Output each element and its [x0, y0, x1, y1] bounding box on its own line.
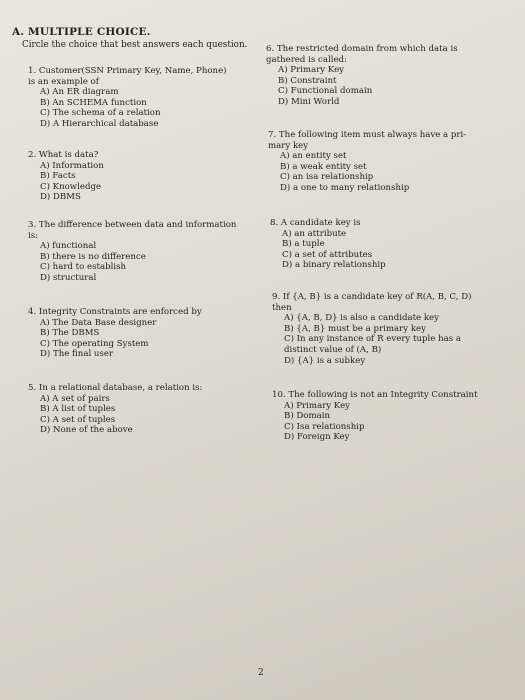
- question-stem: 2. What is data?: [28, 150, 99, 160]
- section-title: A. MULTIPLE CHOICE.: [12, 26, 151, 38]
- option-a: A) an attribute: [282, 228, 347, 239]
- option-a: A) functional: [40, 241, 97, 252]
- section-header: [12, 26, 247, 50]
- question-stem: 3. The difference between data and information is:: [28, 220, 237, 241]
- question-stem: 9. If {A, B} is a candidate key of R(A, B, C, D) then: [272, 292, 472, 313]
- question-4: [28, 307, 202, 360]
- option-d: D) structural: [40, 272, 97, 283]
- option-b: B) there is no difference: [40, 251, 146, 262]
- question-stem: 7. The following item must always have a pri- mary key: [268, 130, 467, 151]
- option-c: C) a set of attributes: [282, 249, 373, 260]
- option-c: C) Functional domain: [278, 86, 373, 97]
- option-a: A) an entity set: [280, 151, 347, 162]
- option-d: D) {A} is a subkey: [284, 355, 366, 366]
- option-c: C) hard to establish: [40, 262, 127, 273]
- option-a: A) Information: [40, 160, 104, 171]
- question-stem: 1. Customer(SSN Primary Key, Name, Phone) is an example of: [28, 66, 227, 87]
- option-d: D) Foreign Key: [284, 432, 350, 443]
- question-6: [266, 44, 458, 108]
- option-c: C) The schema of a relation: [40, 108, 161, 119]
- option-d: D) DBMS: [40, 192, 81, 203]
- question-stem: 4. Integrity Constraints are enforced by: [28, 307, 202, 317]
- question-stem: 10. The following is not an Integrity Constraint: [272, 390, 478, 400]
- option-c: C) an isa relationship: [280, 172, 374, 183]
- question-stem: 5. In a relational database, a relation is:: [28, 383, 203, 393]
- question-5: [28, 383, 202, 436]
- option-a: A) An ER diagram: [40, 87, 119, 98]
- question-3: [28, 220, 236, 284]
- option-a: A) Primary Key: [284, 400, 351, 411]
- option-b: B) Constraint: [278, 75, 337, 86]
- option-d: D) None of the above: [40, 425, 133, 436]
- question-8: [270, 218, 386, 271]
- section-instruction: Circle the choice that best answers each question.: [22, 40, 248, 50]
- option-c: C) A set of tuples: [40, 414, 116, 425]
- option-d: D) Mini World: [278, 96, 340, 107]
- option-b: B) Facts: [40, 171, 76, 182]
- option-a: A) Primary Key: [278, 65, 345, 76]
- option-d: D) a one to many relationship: [280, 182, 410, 193]
- option-b: B) a tuple: [282, 239, 325, 250]
- option-c: C) Knowledge: [40, 181, 102, 192]
- option-a: A) The Data Base designer: [40, 317, 157, 328]
- option-c: C) The operating System: [40, 338, 149, 349]
- option-a: A) A set of pairs: [40, 393, 110, 404]
- page-number: 2: [258, 668, 264, 678]
- question-9: [272, 292, 471, 366]
- option-b: B) A list of tuples: [40, 404, 116, 415]
- option-b: B) Domain: [284, 411, 331, 422]
- option-c: C) Isa relationship: [284, 421, 365, 432]
- option-a: A) {A, B, D} is also a candidate key: [284, 313, 439, 324]
- question-10: [272, 390, 478, 443]
- option-d: D) The final user: [40, 349, 114, 360]
- question-stem: 8. A candidate key is: [270, 218, 361, 228]
- option-b: B) An SCHEMA function: [40, 97, 147, 108]
- question-1: [28, 66, 227, 130]
- option-d: D) A Hierarchical database: [40, 118, 159, 129]
- question-2: [28, 150, 104, 203]
- option-c: C) In any instance of R every tuple has a distinct value of (A, B): [284, 334, 461, 355]
- option-b: B) {A, B} must be a primary key: [284, 323, 426, 334]
- option-b: B) a weak entity set: [280, 161, 367, 172]
- question-stem: 6. The restricted domain from which data is gathered is called:: [266, 44, 458, 65]
- option-d: D) a binary relationship: [282, 260, 386, 271]
- question-7: [268, 130, 466, 194]
- option-b: B) The DBMS: [40, 328, 100, 339]
